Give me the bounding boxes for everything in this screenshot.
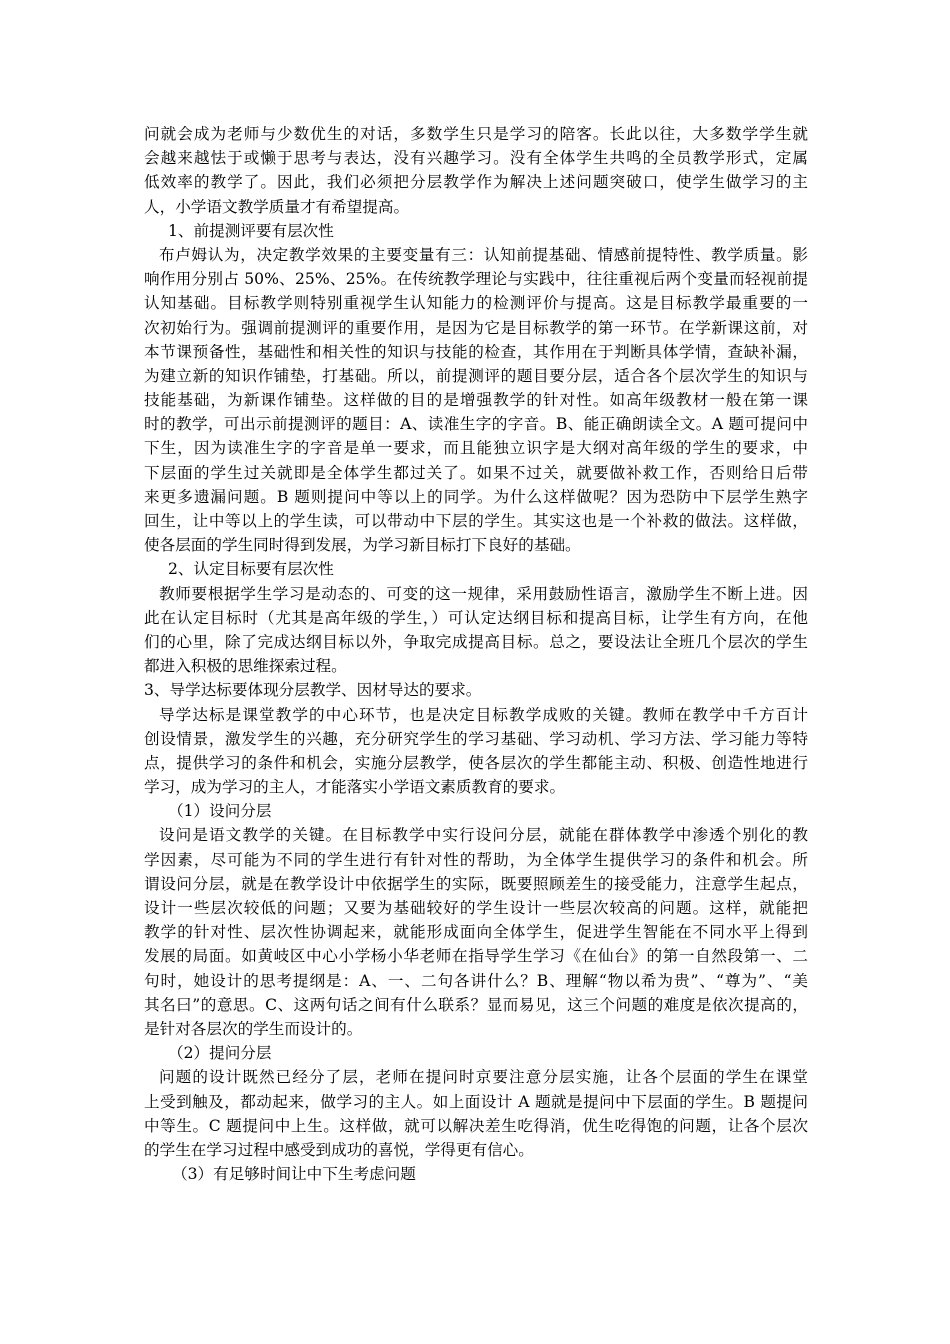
paragraph-line: 为建立新的知识作铺垫，打基础。所以，前提测评的题目要分层，适合各个层次学生的知识与 — [144, 366, 808, 385]
document-page — [144, 122, 808, 1186]
paragraph-line: 问就会成为老师与少数优生的对话，多数学生只是学习的陪客。长此以往，大多数学学生就 — [144, 125, 808, 143]
paragraph-line: 来更多遗漏问题。B 题则提问中等以上的同学。为什么这样做呢？因为恐防中下层学生熟字 — [144, 487, 808, 506]
paragraph-line: 谓设问分层，就是在教学设计中依据学生的实际，既要照顾差生的接受能力，注意学生起点， — [144, 874, 808, 893]
section-heading: （2）提问分层 — [168, 1044, 272, 1063]
paragraph-line: 们的心里，除了完成达纲目标以外，争取完成提高目标。总之，要设法让全班几个层次的学生 — [144, 632, 808, 651]
paragraph-line: 布卢姆认为，决定教学效果的主要变量有三：认知前提基础、情感前提特性、教学质量。影 — [159, 245, 808, 264]
paragraph-line: 句时，她设计的思考提纲是：A、一、二句各讲什么？B、理解“物以希为贵”、“尊为”、“美 — [144, 971, 808, 990]
paragraph-line: 会越来越怯于或懒于思考与表达，没有兴趣学习。没有全体学生共鸣的全员教学形式，定属 — [144, 149, 808, 168]
paragraph-line: 设问是语文教学的关键。在目标教学中实行设问分层，就能在群体教学中渗透个别化的教 — [159, 826, 808, 845]
paragraph-line: 的学生在学习过程中感受到成功的喜悦，学得更有信心。 — [144, 1140, 534, 1159]
paragraph-line: 人，小学语文教学质量才有希望提高。 — [144, 197, 410, 216]
paragraph-line: 回生，让中等以上的学生读，可以带动中下层的学生。其实这也是一个补救的做法。这样做， — [144, 512, 808, 530]
section-heading: （1）设问分层 — [168, 802, 272, 821]
paragraph-line: 教学的针对性、层次性协调起来，就能形成面向全体学生，促进学生智能在不同水平上得到 — [144, 923, 808, 942]
paragraph-line: 设计一些层次较低的问题；又要为基础较好的学生设计一些层次较高的问题。这样，就能把 — [144, 899, 808, 917]
paragraph-line: 下层面的学生过关就即是全体学生都过关了。如果不过关，就要做补救工作，否则给日后带 — [144, 463, 808, 482]
paragraph-line: 本节课预备性，基础性和相关性的知识与技能的检查，其作用在于判断具体学情，查缺补漏， — [144, 342, 808, 361]
paragraph-line: 点，提供学习的条件和机会，实施分层教学，使各层次的学生都能主动、积极、创造性地进行 — [144, 753, 808, 772]
paragraph-line: 认知基础。目标教学则特别重视学生认知能力的检测评价与提高。这是目标教学最重要的一 — [144, 294, 808, 313]
paragraph-line: 时的教学，可出示前提测评的题目：A、读准生字的字音。B、能正确朗读全文。A 题可提问中 — [144, 415, 808, 434]
paragraph-line: 学因素，尽可能为不同的学生进行有针对性的帮助，为全体学生提供学习的条件和机会。所 — [144, 850, 808, 869]
paragraph-line: 是针对各层次的学生而设计的。 — [144, 1019, 363, 1038]
section-heading: 1、前提测评要有层次性 — [168, 221, 334, 240]
paragraph-line: 响作用分别占 50%、25%、25%。在传统教学理论与实践中，往往重视后两个变量而轻视前提 — [144, 270, 808, 289]
paragraph-line: 低效率的教学了。因此，我们必须把分层教学作为解决上述问题突破口，使学生做学习的主 — [144, 173, 808, 192]
section-heading: （3）有足够时间让中下生考虑问题 — [172, 1165, 416, 1184]
paragraph-line: 导学达标是课堂教学的中心环节，也是决定目标教学成败的关键。教师在教学中千方百计 — [159, 705, 808, 724]
paragraph-line: 其名曰”的意思。C、这两句话之间有什么联系？显而易见，这三个问题的难度是依次提高的， — [144, 995, 808, 1014]
paragraph-line: 发展的局面。如黄岐区中心小学杨小华老师在指导学生学习《在仙台》的第一自然段第一、二 — [144, 947, 808, 966]
section-heading: 3、导学达标要体现分层教学、因材导达的要求。 — [144, 681, 482, 700]
paragraph-line: 上受到触及，都动起来，做学习的主人。如上面设计 A 题就是提问中下层面的学生。B 题提问 — [144, 1092, 808, 1111]
paragraph-line: 问题的设计既然已经分了层，老师在提问时京要注意分层实施，让各个层面的学生在课堂 — [159, 1068, 808, 1087]
paragraph-line: 此在认定目标时（尤其是高年级的学生，）可认定达纲目标和提高目标，让学生有方向，在他 — [144, 608, 808, 627]
paragraph-line: 都进入积极的思维探索过程。 — [144, 657, 347, 676]
paragraph-line: 使各层面的学生同时得到发展，为学习新目标打下良好的基础。 — [144, 536, 581, 555]
paragraph-line: 创设情景，激发学生的兴趣，充分研究学生的学习基础、学习动机、学习方法、学习能力等特 — [144, 729, 808, 748]
section-heading: 2、认定目标要有层次性 — [168, 560, 334, 579]
paragraph-line: 中等生。C 题提问中上生。这样做，就可以解决差生吃得消，优生吃得饱的问题，让各个层次 — [144, 1116, 808, 1135]
paragraph-line: 技能基础，为新课作铺垫。这样做的目的是增强教学的针对性。如高年级教材一般在第一课 — [144, 391, 808, 410]
paragraph-line: 次初始行为。强调前提测评的重要作用，是因为它是目标教学的第一环节。在学新课这前，对 — [144, 318, 808, 337]
paragraph-line: 教师要根据学生学习是动态的、可变的这一规律，采用鼓励性语言，激励学生不断上进。因 — [159, 584, 808, 603]
paragraph-line: 学习，成为学习的主人，才能落实小学语文素质教育的要求。 — [144, 778, 566, 797]
paragraph-line: 下生，因为读准生字的字音是单一要求，而且能独立识字是大纲对高年级的学生的要求，中 — [144, 439, 808, 458]
